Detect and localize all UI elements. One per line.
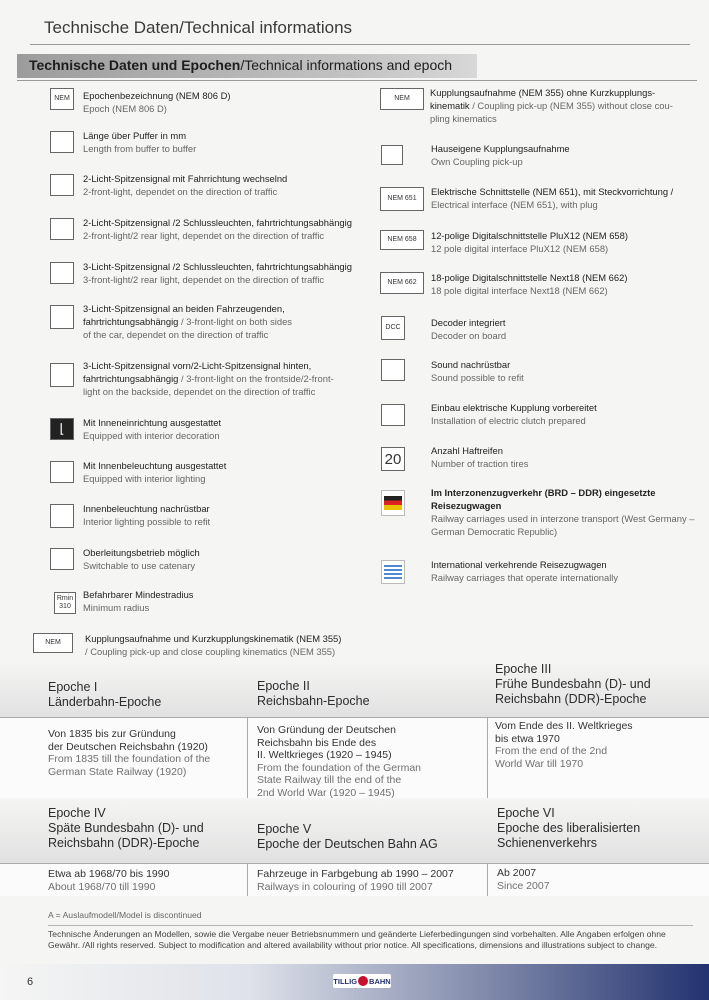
epoch-title-line: Frühe Bundesbahn (D)- und xyxy=(495,677,651,691)
epoch-description-en: From the foundation of the German xyxy=(257,761,422,774)
legend-item-de: Decoder integriert xyxy=(431,317,506,328)
legend-item-en: Length from buffer to buffer xyxy=(83,143,197,154)
legend-item xyxy=(83,459,373,485)
epoch-description-en: Since 2007 xyxy=(497,879,550,892)
epoch-description xyxy=(257,868,454,893)
legend-item-de: Kupplungsaufnahme (NEM 355) ohne Kurzkupplungs- xyxy=(430,87,656,98)
epoch-title-line: Schienenverkehrs xyxy=(497,836,598,850)
next18-icon: NEM 662 xyxy=(380,272,424,294)
epoch-description-en: About 1968/70 till 1990 xyxy=(48,880,156,893)
legend-item-de: 3-Licht-Spitzensignal /2 Schlussleuchten, fahrtrichtungsabhängig xyxy=(83,261,352,272)
legend-item xyxy=(83,588,373,614)
epoch-title-line: Länderbahn-Epoche xyxy=(48,695,162,709)
epoch-title xyxy=(257,822,438,852)
legend-item-de: Sound nachrüstbar xyxy=(431,359,511,370)
legend-item-de: Innenbeleuchtung nachrüstbar xyxy=(83,503,210,514)
legend-item xyxy=(431,444,696,470)
epoch-title-line: Epoche des liberalisierten xyxy=(497,821,641,835)
interior-lighting-refit-icon xyxy=(50,504,74,528)
section-title-de: Technische Daten und Epochen xyxy=(29,57,241,73)
legend-item xyxy=(431,358,696,384)
legend-item-en: 2-front-light, dependet on the direction of traffic xyxy=(83,186,278,197)
epoch-description-de: Vom Ende des II. Weltkrieges xyxy=(495,720,633,732)
epoch-title xyxy=(48,806,204,851)
legend-item-de: 18-polige Digitalschnittstelle Next18 (NEM 662) xyxy=(431,272,628,283)
legend-item xyxy=(431,558,696,584)
legend-item xyxy=(83,89,373,115)
nem-806d-icon: NEM xyxy=(50,88,74,110)
legend-item-de: Anzahl Haftreifen xyxy=(431,445,503,456)
epoch-description-en: World War till 1970 xyxy=(495,757,584,770)
page-title: Technische Daten/Technical informations xyxy=(44,18,353,37)
traction-tires-icon: 20 xyxy=(381,447,405,471)
coupling-pickup-icon: NEM xyxy=(380,88,424,110)
decoder-icon: DCC xyxy=(381,316,405,340)
legend-item-de: fahrtrichtungsabhängig xyxy=(83,373,179,384)
legend-item-en: 3-front-light/2 rear light, dependet on the direction of traffic xyxy=(83,274,325,285)
epoch-description-de: der Deutschen Reichsbahn (1920) xyxy=(48,740,208,753)
legend-item xyxy=(83,302,373,341)
epoch-description xyxy=(497,867,550,892)
legend-item-de: 12-polige Digitalschnittstelle PluX12 (NEM 658) xyxy=(431,230,628,241)
legend-item-de xyxy=(83,315,373,328)
legend-item-de: 3-Licht-Spitzensignal an beiden Fahrzeugenden, xyxy=(83,303,285,314)
legend-item-de: International verkehrende Reisezugwagen xyxy=(431,559,607,570)
electric-clutch-icon xyxy=(381,404,405,426)
legend-item xyxy=(83,546,373,572)
legend-item xyxy=(83,359,373,398)
legend-item-de: Mit Inneneinrichtung ausgestattet xyxy=(83,417,222,428)
epoch-title xyxy=(495,662,651,707)
legend-item-en: Own Coupling pick-up xyxy=(431,156,523,167)
legend-item xyxy=(431,271,696,297)
sound-icon xyxy=(381,359,405,381)
legend-note: A = Auslaufmodell/Model is discontinued xyxy=(48,910,202,920)
legend-item-en: / 3-front-light on both sides xyxy=(178,316,292,327)
legend-item-en: of the car, dependet on the direction of traffic xyxy=(83,329,269,340)
epoch-description xyxy=(48,868,169,893)
epoch-description-en: From 1835 till the foundation of the xyxy=(48,753,211,765)
legend-item-en: German Democratic Republic) xyxy=(431,526,558,537)
epoch-description xyxy=(257,724,421,799)
legend-item xyxy=(430,86,695,125)
logo-mark-icon xyxy=(358,976,368,986)
legend-item xyxy=(85,632,385,658)
epoch-title-line: Epoche VI xyxy=(497,806,555,820)
legend-item-de: Epochenbezeichnung (NEM 806 D) xyxy=(83,90,231,101)
epoch-title xyxy=(497,806,640,851)
section-title-en: /Technical informations and epoch xyxy=(240,57,453,73)
epoch-description-de: Von 1835 bis zur Gründung xyxy=(48,728,176,740)
epoch-description xyxy=(495,720,633,770)
epoch-title-line: Epoche der Deutschen Bahn AG xyxy=(257,837,438,851)
epoch-description-de: Ab 2007 xyxy=(497,867,537,879)
epoch-description xyxy=(48,728,210,778)
legend-item xyxy=(83,216,373,242)
two-front-two-rear-lights-icon xyxy=(50,218,74,240)
legend-item-de: Oberleitungsbetrieb möglich xyxy=(83,547,200,558)
epoch-title-line: Epoche III xyxy=(495,662,552,676)
epoch-title-line: Späte Bundesbahn (D)- und xyxy=(48,821,204,835)
legend-item xyxy=(83,260,373,286)
legend-item xyxy=(83,416,373,442)
legend-item-de: Elektrische Schnittstelle (NEM 651), mit Steckvorrichtung / xyxy=(431,186,674,197)
legend-item-de: Kupplungsaufnahme und Kurzkupplungskinematik (NEM 355) xyxy=(85,633,342,644)
section-divider xyxy=(17,80,697,81)
epoch-description-en: State Railway till the end of the xyxy=(257,774,402,786)
epoch-divider xyxy=(247,863,248,896)
legend-item-en: Epoch (NEM 806 D) xyxy=(83,103,167,114)
legend-item-en: pling kinematics xyxy=(430,113,497,124)
interior-lighting-icon xyxy=(50,461,74,483)
epoch-title-line: Reichsbahn-Epoche xyxy=(257,694,370,708)
epoch-title-line: Reichsbahn (DDR)-Epoche xyxy=(495,692,647,706)
legend-item xyxy=(83,502,373,528)
two-front-lights-icon xyxy=(50,174,74,196)
epoch-title-line: Epoche V xyxy=(257,822,312,836)
epoch-description-de: bis etwa 1970 xyxy=(495,732,560,745)
interzone-flag-icon xyxy=(381,490,405,516)
legend-item-en: 18 pole digital interface Next18 (NEM 662) xyxy=(431,285,608,296)
catenary-icon xyxy=(50,548,74,570)
epoch-description-en: German State Railway (1920) xyxy=(48,765,187,778)
epoch-description-en: 2nd World War (1920 – 1945) xyxy=(257,786,395,799)
epoch-description-de: Von Gründung der Deutschen xyxy=(257,724,396,736)
epoch-title-line: Reichsbahn (DDR)-Epoche xyxy=(48,836,200,850)
legend-item xyxy=(431,316,696,342)
notes xyxy=(48,910,693,952)
epoch-title-line: Epoche IV xyxy=(48,806,106,820)
legend-item-de: fahrtrichtungsabhängig xyxy=(83,316,179,327)
legend-item-en: Decoder on board xyxy=(431,330,507,341)
legend-item-de: Mit Innenbeleuchtung ausgestattet xyxy=(83,460,227,471)
legend-item-de xyxy=(83,372,373,385)
epoch-description-de: Reichsbahn bis Ende des xyxy=(257,736,377,749)
epoch-description-de: II. Weltkrieges (1920 – 1945) xyxy=(257,749,392,761)
page-header xyxy=(30,17,690,45)
legend-item-en: Number of traction tires xyxy=(431,458,529,469)
legend-item-de: Hauseigene Kupplungsaufnahme xyxy=(431,143,570,154)
legend-item-de: 2-Licht-Spitzensignal mit Fahrrichtung wechselnd xyxy=(83,173,288,184)
international-icon xyxy=(381,560,405,584)
page-number: 6 xyxy=(27,976,34,988)
epoch-title-line: Epoche II xyxy=(257,679,310,693)
legend-item-en: / Coupling pick-up (NEM 355) without close cou- xyxy=(469,100,673,111)
legend-item-en: Minimum radius xyxy=(83,602,150,613)
legend-item-en: 12 pole digital interface PluX12 (NEM 658) xyxy=(431,243,609,254)
legend-item-de: Im Interzonenzugverkehr (BRD – DDR) eingesetzte xyxy=(431,487,656,498)
legend-item-de: Reisezugwagen xyxy=(431,500,502,511)
legend-item-en: Electrical interface (NEM 651), with plug xyxy=(431,199,598,210)
coupling-pickup-close-coupling-icon: NEM xyxy=(33,633,73,653)
tillig-logo: TILLIG BAHN xyxy=(333,974,391,988)
three-front-two-back-lights-icon xyxy=(50,363,74,387)
own-coupling-icon xyxy=(381,145,403,165)
three-front-two-rear-lights-icon xyxy=(50,262,74,284)
legend-item-de: 3-Licht-Spitzensignal vorn/2-Licht-Spitzensignal hinten, xyxy=(83,360,312,371)
epoch-title xyxy=(48,680,161,710)
legend-item-de: Befahrbarer Mindestradius xyxy=(83,589,194,600)
legend-item xyxy=(431,142,696,168)
legend-item xyxy=(431,229,696,255)
legend-item-de: kinematik xyxy=(430,100,470,111)
legend-item-en: / 3-front-light on the frontside/2-front- xyxy=(178,373,334,384)
legend-item-en: / Coupling pick-up and close coupling kinematics (NEM 355) xyxy=(85,646,336,657)
epoch-divider xyxy=(247,717,248,798)
epoch-divider xyxy=(487,717,488,798)
legend-item xyxy=(431,185,696,211)
legend-item-de: Länge über Puffer in mm xyxy=(83,130,187,141)
plux12-icon: NEM 658 xyxy=(380,230,424,250)
epoch-divider xyxy=(487,863,488,896)
legend-item-de xyxy=(430,99,695,112)
legend-item-en: light on the backside, dependet on the direction of traffic xyxy=(83,386,316,397)
epoch-title xyxy=(257,679,370,709)
legend-item-en: Interior lighting possible to refit xyxy=(83,516,211,527)
legend-item-en: Installation of electric clutch prepared xyxy=(431,415,586,426)
epoch-description-en: Railways in colouring of 1990 till 2007 xyxy=(257,880,433,893)
section-title-bar xyxy=(17,54,477,78)
nem-651-icon: NEM 651 xyxy=(380,187,424,211)
epoch-title-line: Epoche I xyxy=(48,680,98,694)
legend-item-en: Equipped with interior lighting xyxy=(83,473,206,484)
three-lights-both-ends-icon xyxy=(50,305,74,329)
legend-item xyxy=(83,172,373,198)
min-radius-icon: Rmin 310 xyxy=(54,592,76,614)
epoch-description-en: From the end of the 2nd xyxy=(495,745,608,757)
legend-item xyxy=(431,401,696,427)
legend-item-de: 2-Licht-Spitzensignal /2 Schlussleuchten, fahrtrichtungsabhängig xyxy=(83,217,352,228)
disclaimer: Technische Änderungen an Modellen, sowie die Vergabe neuer Betriebsnummern und geänderte Lieferbedingungen sind vorbehalten. Alle Angaben erfolgen ohne Gewähr. /All rights reserved. Subject to modification and altered availability without prior notice. All specifications, dimensions and illustrations subject to change. xyxy=(48,925,693,952)
legend-item-en: 2-front-light/2 rear light, dependet on the direction of traffic xyxy=(83,230,325,241)
legend-item-en: Switchable to use catenary xyxy=(83,560,196,571)
legend-item-de: Einbau elektrische Kupplung vorbereitet xyxy=(431,402,597,413)
legend-item-en: Railway carriages used in interzone transport (West Germany – xyxy=(431,513,695,524)
legend-item-en: Sound possible to refit xyxy=(431,372,524,383)
legend-item-en: Railway carriages that operate internationally xyxy=(431,572,619,583)
epoch-description-de: Fahrzeuge in Farbgebung ab 1990 – 2007 xyxy=(257,868,454,880)
legend-item xyxy=(83,129,373,155)
interior-decoration-icon: ⌊ xyxy=(50,418,74,440)
length-over-buffer-icon xyxy=(50,131,74,153)
legend-item xyxy=(431,486,696,538)
legend-item-en: Equipped with interior decoration xyxy=(83,430,220,441)
epoch-description-de: Etwa ab 1968/70 bis 1990 xyxy=(48,868,170,880)
